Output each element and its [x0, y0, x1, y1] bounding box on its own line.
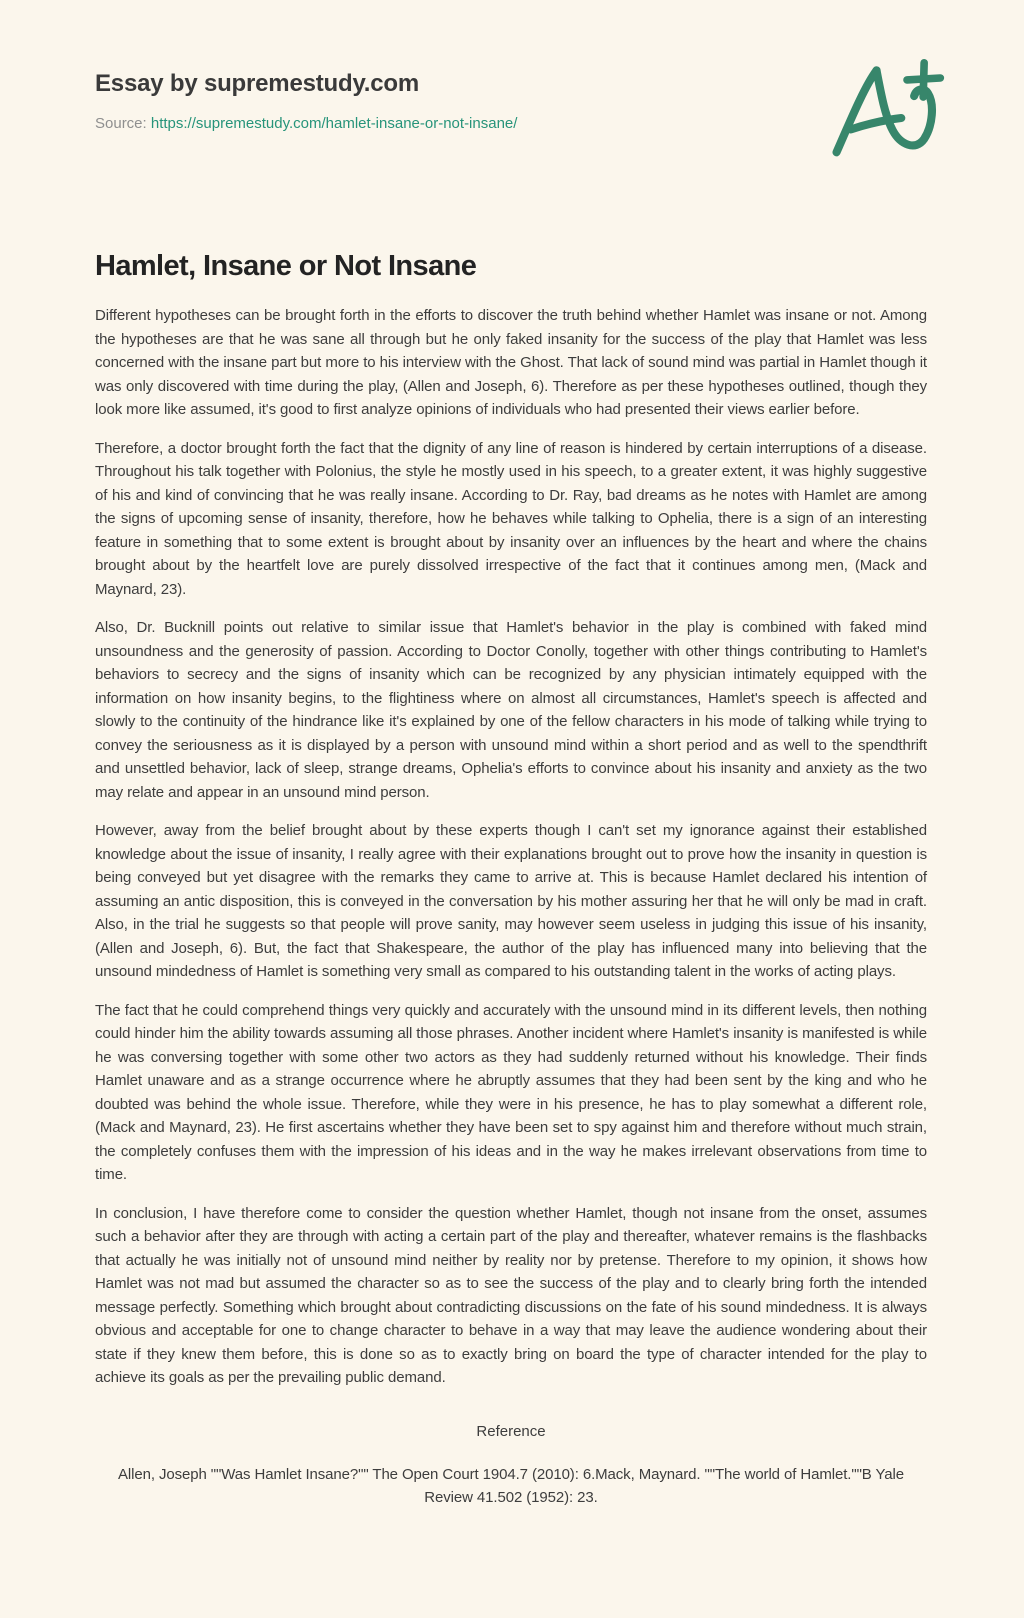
essay-paragraph: Also, Dr. Bucknill points out relative to similar issue that Hamlet's behavior in the play is combined with faked mind unsoundness and the generosity of passion. According to Doctor Conolly, together with other things contributing to Hamlet's behaviors to secrecy and the signs of insanity which can be recognized by any physician intimately equipped with the information on how insanity begins, to the flightiness where on almost all circumstances, Hamlet's speech is affected and slowly to the continuity of the hindrance like it's explained by one of the fellow characters in his mode of talking while trying to convey the seriousness as it is displayed by a person with unsound mind within a short period and as well to the spendthrift and unsettled behavior, lack of sleep, strange dreams, Ophelia's efforts to convince about his insanity and anxiety as the two may relate and appear in an unsound mind person.: [95, 619, 927, 801]
source-line: [95, 115, 927, 132]
reference-citation: Allen, Joseph ""Was Hamlet Insane?"" The Open Court 1904.7 (2010): 6.Mack, Maynard. ""The world of Hamlet.""B Yale Review 41.502 (1952): 23.: [117, 1465, 905, 1506]
essay-paragraph: Different hypotheses can be brought forth in the efforts to discover the truth behind whether Hamlet was insane or not. Among the hypotheses are that he was sane all through but he only faked insanity for the success of the play that Hamlet was less concerned with the insane part but more to his interview with the Ghost. That lack of sound mind was partial in Hamlet though it was only discovered with time during the play, (Allen and Joseph, 6). Therefore as per these hypotheses outlined, though they look more like assumed, it's good to first analyze opinions of individuals who had presented their views earlier before.: [95, 307, 927, 418]
essay-paragraph: However, away from the belief brought about by these experts though I can't set my ignorance against their established knowledge about the issue of insanity, I really agree with their explanations brought out to prove how the insanity in question is being conveyed but yet disagree with the remarks they came to arrive at. This is because Hamlet declared his intention of assuming an antic disposition, this is conveyed in the conversation by his mother assuring her that he will only be mad in craft. Also, in the trial he suggests so that people will prove sanity, may however seem useless in judging this issue of his insanity, (Allen and Joseph, 6). But, the fact that Shakespeare, the author of the play has influenced many into believing that the unsound mindedness of Hamlet is something very small as compared to his outstanding talent in the works of acting plays.: [95, 822, 927, 980]
source-label: Source:: [95, 115, 147, 132]
source-link[interactable]: https://supremestudy.com/hamlet-insane-or-not-insane/: [150, 115, 518, 132]
essay-paragraph: In conclusion, I have therefore come to consider the question whether Hamlet, though not insane from the onset, assumes such a behavior after they are through with acting a certain part of the play and thereafter, whatever remains is the flashbacks that actually he was initially not of unsound mind neither by reality nor by pretense. Therefore to my opinion, it shows how Hamlet was not mad but assumed the character so as to see the success of the play and to clearly bring forth the intended message perfectly. Something which brought about contradicting discussions on the fate of his sound mindedness. It is always obvious and acceptable for one to change character to behave in a way that may leave the audience wondering about their state if they knew them before, this is done so as to exactly bring on board the type of character intended for the play to achieve its goals as per the prevailing public demand.: [95, 1204, 927, 1386]
site-title: Essay by supremestudy.com: [95, 70, 420, 97]
doc-header: [95, 0, 927, 132]
a-plus-logo-icon: [824, 58, 950, 158]
essay-paragraph: Therefore, a doctor brought forth the fact that the dignity of any line of reason is hindered by certain interruptions of a disease. Throughout his talk together with Polonius, the style he mostly used in his speech, to a greater extent, it was highly suggestive of his and kind of convincing that he was really insane. According to Dr. Ray, bad dreams as he notes with Hamlet are among the signs of upcoming sense of insanity, therefore, how he behaves while talking to Ophelia, there is a sign of an interesting feature in something that to some extent is brought about by insanity over an influences by the heart and where the chains brought about by the heartfelt love are purely dissolved irrespective of the fact that it continues among men, (Mack and Maynard, 23).: [95, 439, 927, 598]
essay-title: Hamlet, Insane or Not Insane: [95, 250, 477, 282]
essay-paragraph: The fact that he could comprehend things very quickly and accurately with the unsound mind in its different levels, then nothing could hinder him the ability towards assuming all those phrases. Another incident where Hamlet's insanity is manifested is while he was conversing together with some other two actors as they had suddenly returned without his knowledge. Their finds Hamlet unaware and as a strange occurrence where he abruptly assumes that they had been sent by the king and who he doubted was behind the whole issue. Therefore, while they were in his presence, he has to play somewhat a different role, (Mack and Maynard, 23). He first ascertains whether they have been set to spy against him and therefore without much strain, the completely confuses them with the impression of his ideas and in the way he makes irrelevant observations from time to time.: [95, 1001, 927, 1183]
reference-heading: Reference: [476, 1422, 546, 1440]
essay-body: [95, 304, 927, 1390]
